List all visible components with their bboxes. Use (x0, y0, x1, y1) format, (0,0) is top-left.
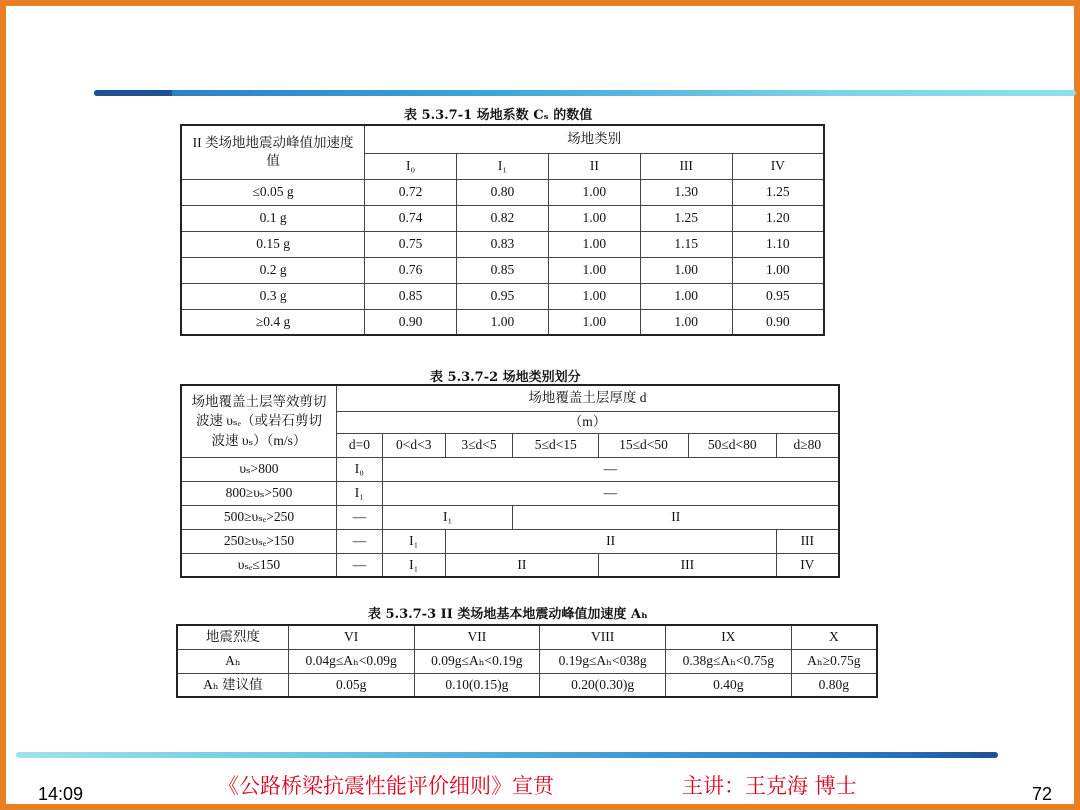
table-row (181, 283, 824, 309)
table-row (181, 529, 839, 553)
table-row (181, 457, 839, 481)
t1-cell: 1.00 (732, 257, 824, 283)
t1-cell: 0.80 (457, 179, 549, 205)
t2-cell: III (599, 553, 776, 577)
t1-cell: 0.82 (457, 205, 549, 231)
t3-intensity: X (791, 625, 877, 649)
t1-cell: 0.85 (365, 283, 457, 309)
table-row (181, 205, 824, 231)
t2-cell: — (336, 529, 382, 553)
t2-cell: II (445, 529, 776, 553)
table-row (181, 505, 839, 529)
t1-cell: 1.00 (548, 205, 640, 231)
t2-depth: 3≤d<5 (445, 433, 513, 457)
t3-cell: 0.80g (791, 673, 877, 697)
t2-cell: — (336, 553, 382, 577)
table-row (181, 231, 824, 257)
table-row (181, 481, 839, 505)
t3-cell: 0.09g≤Aₕ<0.19g (414, 649, 540, 673)
t1-row-label: ≤0.05 g (181, 179, 365, 205)
t2-depth: 5≤d<15 (513, 433, 599, 457)
t1-row-label: 0.2 g (181, 257, 365, 283)
table-row (181, 553, 839, 577)
t3-cell: 0.19g≤Aₕ<038g (540, 649, 666, 673)
footer-speaker: 主讲：王克海 博士 (682, 774, 857, 798)
t2-cell: — (382, 457, 839, 481)
t1-row-label: 0.15 g (181, 231, 365, 257)
t3-intensity: IX (665, 625, 791, 649)
t1-class: IV (732, 153, 824, 179)
t1-cell: 1.00 (548, 257, 640, 283)
t1-cell: 0.85 (457, 257, 549, 283)
t2-header-group: 场地覆盖土层厚度 d (336, 385, 839, 411)
t1-class: I₁ (457, 153, 549, 179)
t3-cell: 0.40g (665, 673, 791, 697)
table-row (177, 625, 877, 649)
table2-caption: 表 5.3.7-2 场地类别划分 (430, 370, 581, 385)
t2-depth: 15≤d<50 (599, 433, 689, 457)
t1-cell: 0.95 (457, 283, 549, 309)
t1-cell: 1.00 (457, 309, 549, 335)
t1-cell: 1.00 (640, 309, 732, 335)
t2-cell: — (336, 505, 382, 529)
t2-cell: I₁ (382, 553, 445, 577)
t1-cell: 0.83 (457, 231, 549, 257)
t2-row-label: υₛₑ≤150 (181, 553, 336, 577)
t1-cell: 1.25 (732, 179, 824, 205)
peak-acceleration-table (176, 624, 878, 698)
t3-intensity: VII (414, 625, 540, 649)
t2-row-label: 800≥υₛ>500 (181, 481, 336, 505)
page-number: 72 (1031, 784, 1052, 804)
t2-header-left: 场地覆盖土层等效剪切波速 υₛₑ（或岩石剪切波速 υₛ）（m/s） (181, 385, 336, 457)
t1-cell: 0.95 (732, 283, 824, 309)
table-row (181, 179, 824, 205)
t3-suggest-label: Aₕ 建议值 (177, 673, 288, 697)
bottom-divider (16, 752, 998, 758)
t2-cell: I₁ (382, 529, 445, 553)
t2-cell: III (776, 529, 839, 553)
t1-cell: 1.00 (548, 309, 640, 335)
top-divider-accent (94, 90, 172, 96)
t1-cell: 1.30 (640, 179, 732, 205)
t2-cell: I₁ (336, 481, 382, 505)
t2-cell: I₁ (382, 505, 513, 529)
t2-cell: I₀ (336, 457, 382, 481)
table3-caption: 表 5.3.7-3 II 类场地基本地震动峰值加速度 Aₕ (368, 607, 648, 622)
t1-row-label: 0.1 g (181, 205, 365, 231)
t1-cell: 1.00 (640, 283, 732, 309)
t1-cell: 0.76 (365, 257, 457, 283)
footer-time: 14:09 (38, 784, 84, 804)
t2-row-label: 250≥υₛₑ>150 (181, 529, 336, 553)
table-row (177, 673, 877, 697)
table-row (181, 309, 824, 335)
t3-header-label: 地震烈度 (177, 625, 288, 649)
t1-cell: 1.15 (640, 231, 732, 257)
t3-cell: 0.20(0.30)g (540, 673, 666, 697)
t1-row-label: 0.3 g (181, 283, 365, 309)
t3-cell: 0.05g (288, 673, 414, 697)
t1-cell: 0.90 (365, 309, 457, 335)
t1-class: III (640, 153, 732, 179)
t2-header-unit: （m） (336, 411, 839, 433)
t1-cell: 1.25 (640, 205, 732, 231)
t2-depth: d≥80 (776, 433, 839, 457)
t1-row-label: ≥0.4 g (181, 309, 365, 335)
table-row (181, 257, 824, 283)
t1-cell: 0.75 (365, 231, 457, 257)
t1-header-group: 场地类别 (365, 125, 824, 153)
t1-class: II (548, 153, 640, 179)
t2-row-label: υₛ>800 (181, 457, 336, 481)
table-row (177, 649, 877, 673)
t1-cell: 1.00 (548, 231, 640, 257)
t1-cell: 1.00 (548, 283, 640, 309)
t2-row-label: 500≥υₛₑ>250 (181, 505, 336, 529)
t2-cell: II (445, 553, 599, 577)
t3-ah-label: Aₕ (177, 649, 288, 673)
top-divider (94, 90, 1076, 96)
t2-cell: — (382, 481, 839, 505)
t3-cell: 0.10(0.15)g (414, 673, 540, 697)
t3-cell: 0.04g≤Aₕ<0.09g (288, 649, 414, 673)
t2-cell: II (513, 505, 839, 529)
t3-intensity: VIII (540, 625, 666, 649)
site-class-table (180, 384, 840, 578)
t1-cell: 0.90 (732, 309, 824, 335)
t1-cell: 1.10 (732, 231, 824, 257)
t3-cell: 0.38g≤Aₕ<0.75g (665, 649, 791, 673)
t1-header-left: II 类场地地震动峰值加速度值 (181, 125, 365, 179)
footer-title: 《公路桥梁抗震性能评价细则》宣贯 (218, 774, 554, 798)
t2-cell: IV (776, 553, 839, 577)
site-coefficient-table (180, 124, 825, 336)
t1-cell: 1.20 (732, 205, 824, 231)
t3-intensity: VI (288, 625, 414, 649)
t1-class: I₀ (365, 153, 457, 179)
t2-depth: 0<d<3 (382, 433, 445, 457)
t1-cell: 0.74 (365, 205, 457, 231)
t3-cell: Aₕ≥0.75g (791, 649, 877, 673)
t1-cell: 1.00 (548, 179, 640, 205)
t1-cell: 1.00 (640, 257, 732, 283)
table1-caption: 表 5.3.7-1 场地系数 Cₛ 的数值 (404, 108, 593, 123)
t1-cell: 0.72 (365, 179, 457, 205)
t2-depth: d=0 (336, 433, 382, 457)
t2-depth: 50≤d<80 (688, 433, 776, 457)
